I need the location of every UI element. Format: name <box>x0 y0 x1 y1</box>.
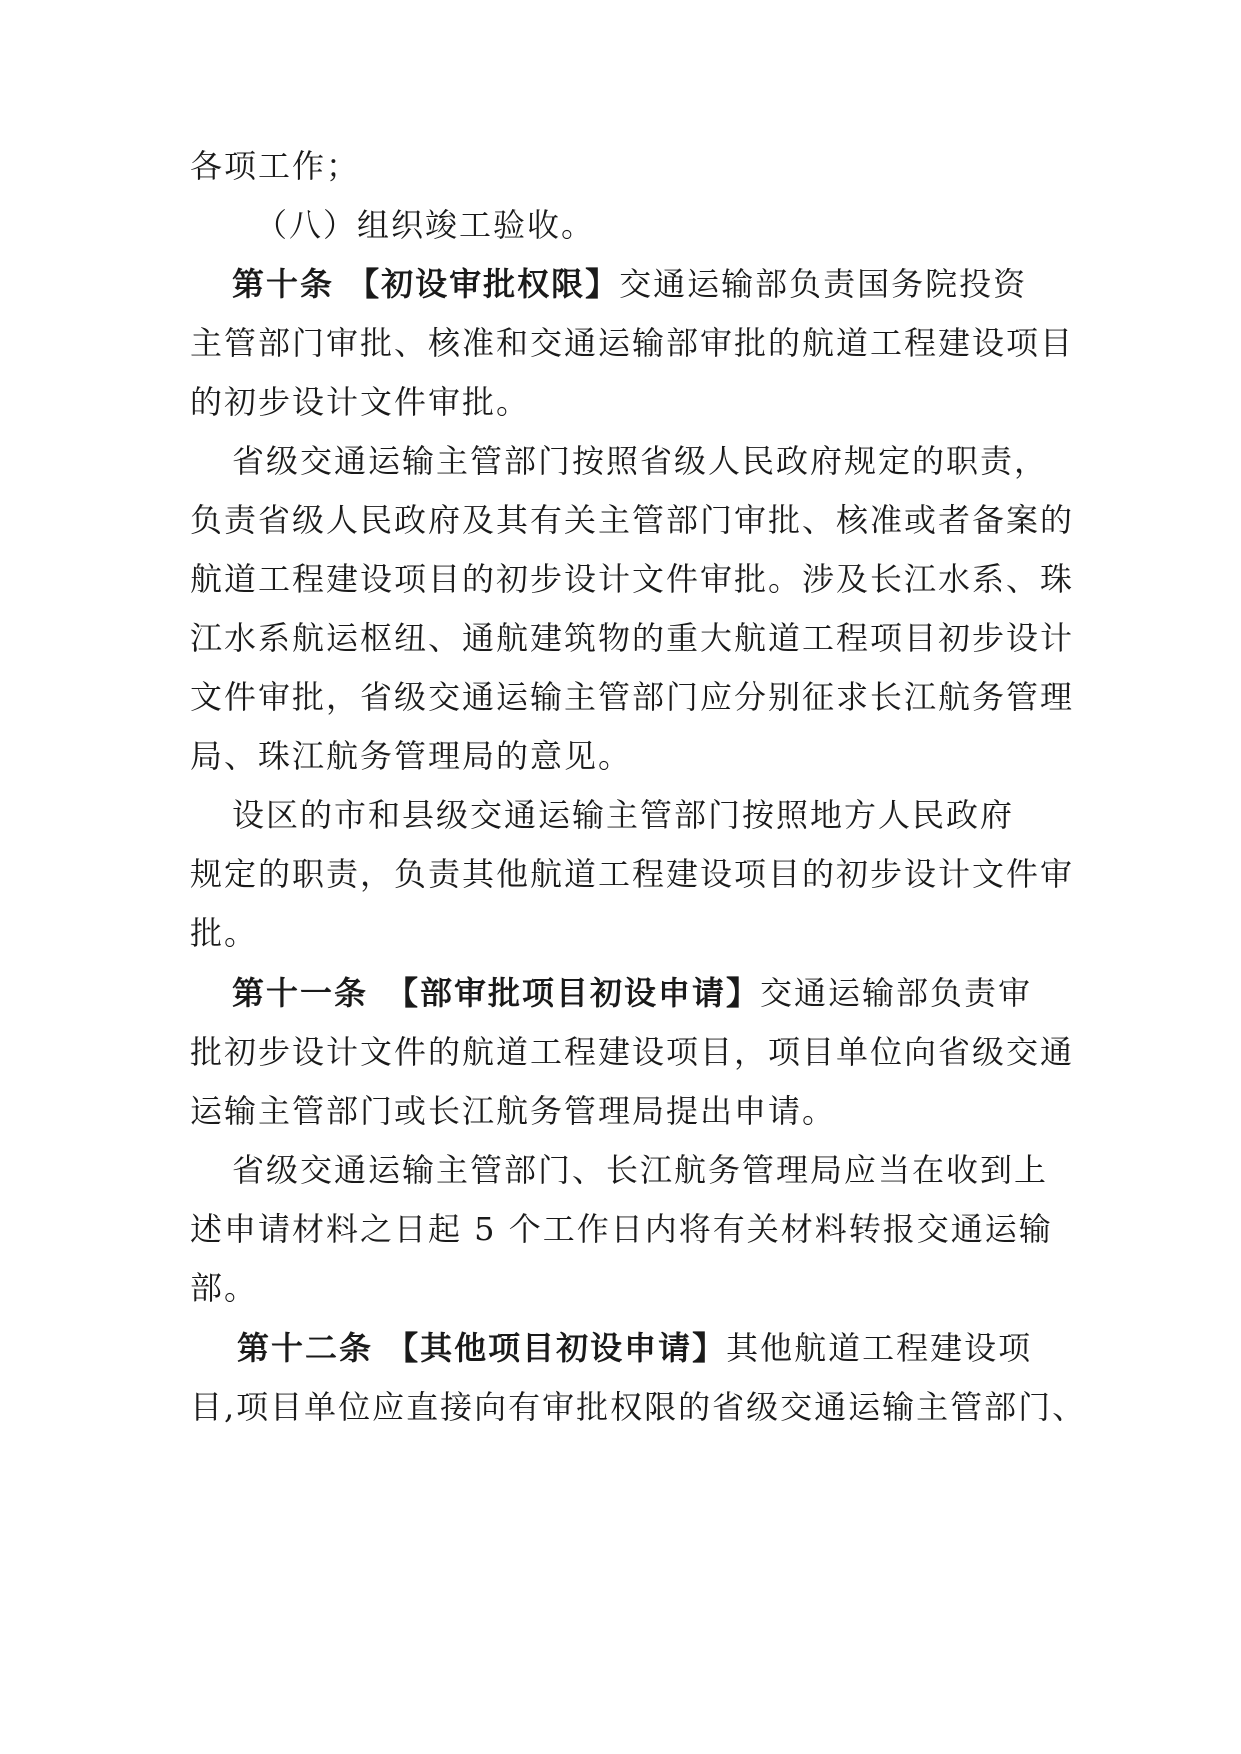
text-line-22: 目,项目单位应直接向有审批权限的省级交通运输主管部门、 <box>190 1388 1087 1426</box>
text-line-6: 省级交通运输主管部门按照省级人民政府规定的职责， <box>232 442 1049 480</box>
text-line-5: 的初步设计文件审批。 <box>190 383 531 421</box>
text-line-2: （八）组织竣工验收。 <box>255 206 596 244</box>
text-line-4: 主管部门审批、核准和交通运输部审批的航道工程建设项目 <box>190 324 1075 362</box>
article-11-title: 第十一条 【部审批项目初设申请】 <box>232 974 761 1012</box>
text-line-12: 设区的市和县级交通运输主管部门按照地方人民政府 <box>232 796 1015 834</box>
article-11-heading-line: 第十一条 【部审批项目初设申请】交通运输部负责审 <box>232 974 1033 1012</box>
text-line-20: 部。 <box>190 1269 259 1307</box>
text-line-17: 运输主管部门或长江航务管理局提出申请。 <box>190 1092 837 1130</box>
text-line-13: 规定的职责，负责其他航道工程建设项目的初步设计文件审 <box>190 855 1075 893</box>
text-line-11: 局、珠江航务管理局的意见。 <box>190 737 633 775</box>
text-line-14: 批。 <box>190 914 259 952</box>
text-line-18: 省级交通运输主管部门、长江航务管理局应当在收到上 <box>232 1151 1049 1189</box>
text-line-7: 负责省级人民政府及其有关主管部门审批、核准或者备案的 <box>190 501 1075 539</box>
article-10-heading-line: 第十条 【初设审批权限】交通运输部负责国务院投资 <box>232 265 1028 303</box>
text-line-16: 批初步设计文件的航道工程建设项目，项目单位向省级交通 <box>190 1033 1075 1071</box>
text-line-19: 述申请材料之日起 5 个工作日内将有关材料转报交通运输 <box>190 1210 1053 1248</box>
text-line-1: 各项工作； <box>190 147 361 185</box>
text-line-8: 航道工程建设项目的初步设计文件审批。涉及长江水系、珠 <box>190 560 1075 598</box>
article-12-heading-line: 第十二条 【其他项目初设申请】其他航道工程建设项 <box>237 1329 1033 1367</box>
article-12-title: 第十二条 【其他项目初设申请】 <box>237 1329 727 1367</box>
text-line-10: 文件审批，省级交通运输主管部门应分别征求长江航务管理 <box>190 678 1075 716</box>
article-10-title: 第十条 【初设审批权限】 <box>232 265 620 303</box>
text-line-9: 江水系航运枢纽、通航建筑物的重大航道工程项目初步设计 <box>190 619 1075 657</box>
